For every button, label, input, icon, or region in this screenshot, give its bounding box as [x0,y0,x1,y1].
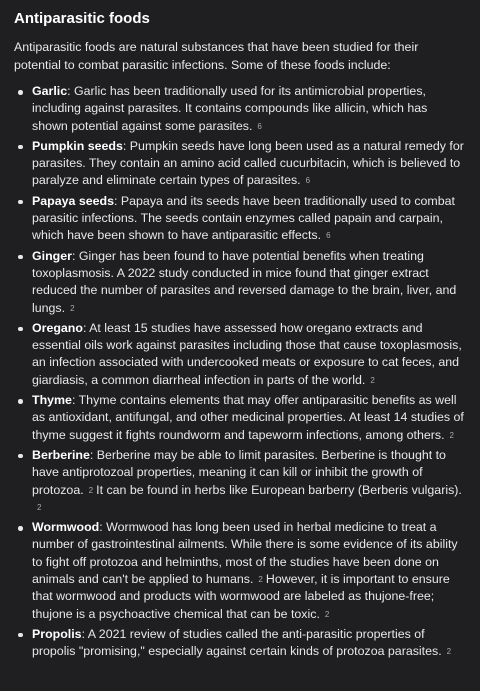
item-name: Garlic [32,84,68,98]
item-name: Papaya seeds [32,193,114,208]
item-name: Wormwood [32,520,100,535]
citation-link[interactable]: 2 [88,485,94,495]
citation-link[interactable]: 2 [370,375,375,385]
bullet-icon [18,327,23,332]
bullet-icon [18,90,23,95]
list-item: Garlic: Garlic has been traditionally used for its antimicrobial properties, including against parasites. It contains compounds like allicin, which has shown potential against some parasites. 6 [14,83,466,135]
item-name: Oregano [32,320,83,335]
item-text: However, it is important to ensure that wormwood and products with wormwood are labeled as thujone-free; thujone is a psychoactive chemical that can be toxic. [32,572,450,621]
item-text: A 2021 review of studies called the anti-parasitic properties of propolis "promising," especially against certain kinds of protozoa parasites. [32,626,442,659]
list-item: Wormwood: Wormwood has long been used in herbal medicine to treat a number of gastrointestinal ailments. While there is some evidence of its ability to fight off protozoa and helminths, most of the studies have been done on animals and can't be applied to humans. 2 However, it is important to ensure that wormwood and products with wormwood are labeled as thujone-free; thujone is a psychoactive chemical that can be toxic. 2 [14,519,466,623]
item-text: Ginger has been found to have potential benefits when treating toxoplasmosis. A 2022 study conducted in mice found that ginger extract reduced the number of parasites and reversed damage to the brain, liver, and lungs. [32,248,457,315]
item-text: Thyme contains elements that may offer antiparasitic benefits as well as antioxidant, antifungal, and other medicinal properties. At least 14 studies of thyme suggest it fights roundworm and tapeworm infections, among others. [32,393,464,442]
citation-link[interactable]: 2 [37,502,42,512]
bullet-icon [18,200,23,205]
list-item: Papaya seeds: Papaya and its seeds have been traditionally used to combat parasitic infections. The seeds contain enzymes called papain and carpain, which have been shown to have antiparasitic effects. 6 [14,193,466,245]
bullet-icon [18,399,23,404]
bullet-icon [18,454,23,459]
food-list [14,83,466,661]
item-text: Berberine may be able to limit parasites. Berberine is thought to have antiprotozoal properties, meaning it can kill or inhibit the growth of protozoa. [32,447,446,497]
bullet-icon [18,145,23,150]
item-name: Propolis [32,626,82,641]
item-name: Pumpkin seeds [32,138,123,153]
list-item: Oregano: At least 15 studies have assessed how oregano extracts and essential oils work against parasites including those that cause toxoplasmosis, an infection associated with undercooked meats or exposure to cat feces, and giardiasis, a common diarrheal infection in parts of the world. 2 [14,320,466,389]
item-text: Wormwood has long been used in herbal medicine to treat a number of gastrointestinal ailments. While there is some evidence of its ability to fight off protozoa and helminths, most of the studies have been done on animals and can't be applied to humans. [32,520,458,587]
citation-link[interactable]: 2 [70,303,75,313]
bullet-icon [18,526,23,531]
bullet-icon [18,255,23,260]
list-item: Thyme: Thyme contains elements that may offer antiparasitic benefits as well as antioxidant, antifungal, and other medicinal properties. At least 14 studies of thyme suggest it fights roundworm and tapeworm infections, among others. 2 [14,392,466,444]
citation-link[interactable]: 6 [257,121,262,131]
item-name: Ginger [32,248,72,263]
citation-link[interactable]: 6 [305,176,311,186]
item-text: Papaya and its seeds have been traditionally used to combat parasitic infections. The seeds contain enzymes called papain and carpain, which have been shown to have antiparasitic effects. [32,193,455,243]
list-item: Pumpkin seeds: Pumpkin seeds have long been used as a natural remedy for parasites. They contain an amino acid called cucurbitacin, which is believed to paralyze and eliminate certain types of parasites. 6 [14,138,466,190]
item-text: It can be found in herbs like European barberry (Berberis vulgaris). [96,482,462,497]
intro-paragraph: Antiparasitic foods are natural substances that have been studied for their potential to combat parasitic infections. Some of these foods include: [14,40,419,72]
item-text: At least 15 studies have assessed how oregano extracts and essential oils work against parasites including those that cause toxoplasmosis, an infection associated with undercooked meats or exposure to cat feces, and giardiasis, a common diarrheal infection in parts of the world. [32,320,462,387]
citation-link[interactable]: 2 [324,609,330,619]
list-item: Berberine: Berberine may be able to limit parasites. Berberine is thought to have antiprotozoal properties, meaning it can kill or inhibit the growth of protozoa. 2 It can be found in herbs like European barberry (Berberis vulgaris).2 [14,447,466,516]
item-text: Garlic has been traditionally used for its antimicrobial properties, including against parasites. It contains compounds like allicin, which has shown potential against some parasites. [32,84,428,133]
citation-link[interactable]: 2 [446,647,452,657]
list-item: Ginger: Ginger has been found to have potential benefits when treating toxoplasmosis. A 2022 study conducted in mice found that ginger extract reduced the number of parasites and reversed damage to the brain, liver, and lungs. 2 [14,248,466,317]
item-text: Pumpkin seeds have long been used as a natural remedy for parasites. They contain an amino acid called cucurbitacin, which is believed to paralyze and eliminate certain types of parasites. [32,138,464,188]
item-name: Berberine [32,447,90,462]
list-item: Propolis: A 2021 review of studies called the anti-parasitic properties of propolis "promising," especially against certain kinds of protozoa parasites. 2 [14,626,466,661]
citation-link[interactable]: 2 [258,575,263,585]
citation-link[interactable]: 2 [449,430,454,440]
item-name: Thyme [32,393,72,408]
citation-link[interactable]: 6 [326,231,331,241]
bullet-icon [18,633,23,638]
section-heading: Antiparasitic foods [14,10,150,27]
